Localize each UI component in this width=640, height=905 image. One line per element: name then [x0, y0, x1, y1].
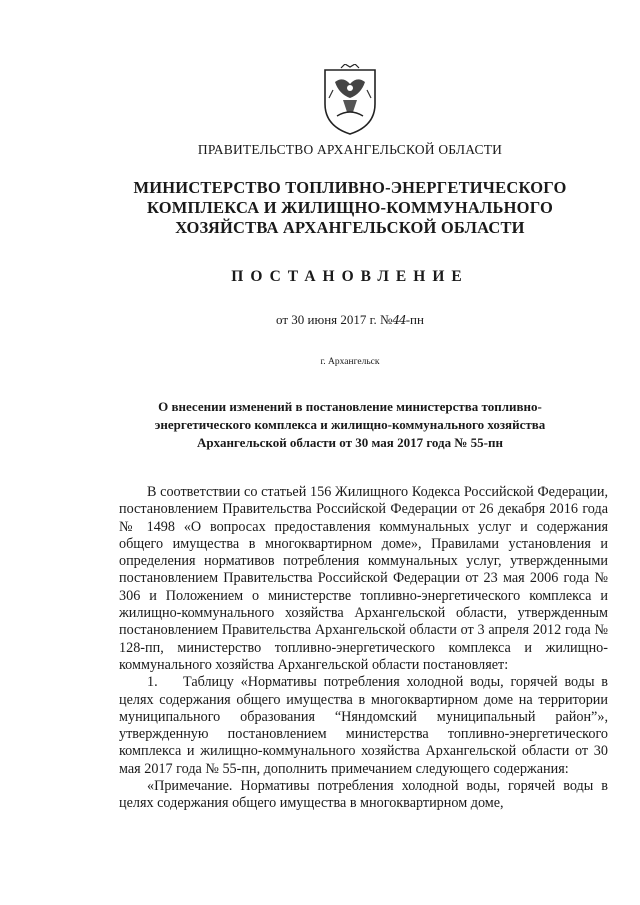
date-line [0, 312, 640, 328]
document-type: ПОСТАНОВЛЕНИЕ [231, 268, 469, 285]
subject-line: Архангельской области от 30 мая 2017 года № 55-пн [197, 435, 503, 450]
date-suffix: -пн [405, 312, 424, 327]
date-prefix: от 30 июня 2017 г. № [276, 312, 393, 327]
coat-of-arms-icon [319, 64, 381, 136]
ministry-title-line: МИНИСТЕРСТВО ТОПЛИВНО-ЭНЕРГЕТИЧЕСКОГО [133, 178, 567, 197]
ministry-title-line: ХОЗЯЙСТВА АРХАНГЕЛЬСКОЙ ОБЛАСТИ [175, 218, 525, 237]
item-text: Таблицу «Нормативы потребления холодной воды, горячей воды в целях содержания общего имущества в многоквартирном доме на территории муниципального образования “Няндомский муниципальный район”», утвержденную постановлением министерства топливно-энергетического комплекса и жилищно-коммунального хозяйства Архангельской области от 30 мая 2017 года № 55-пн, дополнить примечанием следующего содержания: [119, 674, 608, 777]
item-number: 1. [147, 674, 158, 691]
subject-line: энергетического комплекса и жилищно-коммунального хозяйства [154, 417, 546, 432]
ministry-title-line: КОМПЛЕКСА И ЖИЛИЩНО-КОММУНАЛЬНОГО [146, 198, 554, 217]
preamble-paragraph: В соответствии со статьей 156 Жилищного Кодекса Российской Федерации, постановлением Правительства Российской Федерации от 26 декабря 2016 года № 1498 «О вопросах предоставления коммунальных услуг и содержания общего имущества в многоквартирном доме», Правилами установления и определения нормативов потребления коммунальных услуг, утвержденными постановлением Правительства Российской Федерации от 23 мая 2006 года № 306 и Положением о министерстве топливно-энергетического комплекса и жилищно-коммунального хозяйства Архангельской области, утвержденным постановлением Правительства Архангельской области от 3 апреля 2012 года № 128-пп, министерство топливно-энергетического комплекса и жилищно-коммунального хозяйства Архангельской области постановляет: [119, 484, 608, 673]
item-paragraph [119, 674, 608, 778]
document-subject [0, 398, 640, 452]
document-body [119, 484, 608, 813]
note-paragraph: «Примечание. Нормативы потребления холодной воды, горячей воды в целях содержания общего имущества в многоквартирном доме, [119, 778, 608, 812]
city-label: г. Архангельск [320, 357, 380, 367]
ministry-title [0, 178, 640, 238]
government-title: ПРАВИТЕЛЬСТВО АРХАНГЕЛЬСКОЙ ОБЛАСТИ [197, 142, 503, 157]
handwritten-number: 44 [392, 313, 406, 327]
subject-line: О внесении изменений в постановление министерства топливно- [158, 399, 542, 414]
